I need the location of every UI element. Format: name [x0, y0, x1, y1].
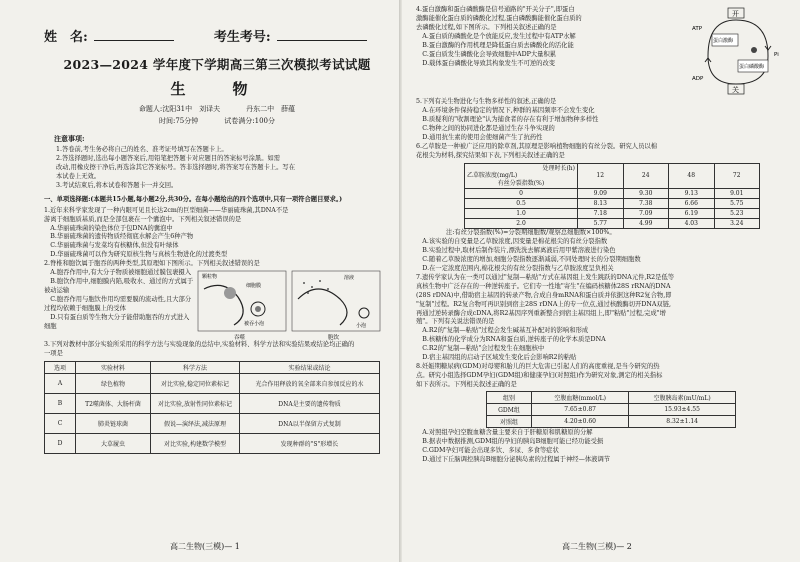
q1-option-b: B.华丽硫珠菌的遗传物质经彻底水解会产生6种产物: [50, 233, 194, 241]
q6-cell: 7.38: [623, 199, 669, 209]
particle-shape: [224, 287, 236, 299]
q6-cell: 1.0: [465, 209, 578, 219]
name-row: [44, 26, 390, 45]
left-column: [0, 0, 398, 562]
name-blank[interactable]: [94, 40, 174, 41]
q6-cell: 6.66: [669, 199, 715, 209]
q6-option-b: B.实验过程中,取材后制作装片,漂洗洗去解离液后用甲紫溶液进行染色: [422, 246, 616, 254]
q6-cell: 8.13: [578, 199, 624, 209]
page-footer-left: 高二生物(三模)— 1: [170, 542, 240, 551]
q8-option-b: B.据表中数据推测,GDM组的孕妇的胰岛B细胞可能已经功能受损: [422, 437, 604, 445]
fig-title-phagocytosis: 吞噬: [234, 335, 246, 342]
q6-stem: 6.乙草胺是一种被广泛应用的除草剂,其原理是影响植物细胞的有丝分裂。研究人员以棉: [416, 142, 657, 150]
q6-row: [465, 219, 760, 229]
q6-table: [464, 163, 760, 230]
q2-option-a: A.胞吞作用中,有大分子物质被细胞通过膜包裹摄入: [50, 269, 192, 277]
q3-row: [45, 434, 380, 454]
notice-item: 2.答选择题时,选出每小题答案后,用铅笔把答题卡对应题目的答案标号涂黑。如需: [56, 154, 281, 162]
q1-option-c: C.华丽硫珠菌与发菜均有核糖体,但没有叶绿体: [50, 242, 179, 250]
q3-cell: 发现种群的"S"形增长: [240, 434, 380, 454]
q3-row: [45, 394, 380, 414]
switch-off-label: 关: [732, 86, 739, 94]
q3-row: [45, 414, 380, 434]
q8-stem: 点。研究小组选择GDM孕妇(GDM组)和健康孕妇(对照组)作为研究对象,测定的相关指标: [416, 372, 663, 380]
name-label: 姓 名:: [44, 30, 88, 45]
page-footer-right: 高二生物(三模)— 2: [562, 542, 632, 551]
q7-option-a: A.R2的"复制—粘贴"过程会发生碱基互补配对的影响和形成: [422, 327, 589, 335]
pi-label: Pi: [774, 52, 779, 58]
q6-header-time: 处理时长(h): [542, 164, 575, 172]
q3-header: 实验材料: [76, 362, 151, 374]
q8-header: 空腹血糖(mmol/L): [532, 391, 629, 403]
fig-label-vesicle: 被吞小泡: [244, 321, 265, 328]
q8-header: 空腹胰岛素(mU/mL): [629, 391, 736, 403]
q6-cell: 5.77: [578, 219, 624, 229]
q3-stem: 一项是: [44, 350, 63, 358]
q6-time-24: 24: [623, 163, 669, 189]
section-heading: 一、单项选择题:(本题共15小题,每小题2分,共30分。在每小题给出的四个选项中,只有一项符合题目要求。): [44, 195, 343, 203]
q6-row: [465, 189, 760, 199]
q8-option-a: A.对照组孕妇空腹血糖含量主要来自于肝糖原和肌糖原的分解: [422, 428, 593, 436]
notice-heading: 注意事项:: [54, 134, 85, 143]
q3-cell: B: [45, 394, 76, 414]
exam-no-label: 考生考号:: [213, 30, 271, 45]
q3-cell: DNA是主要的遗传物质: [240, 394, 380, 414]
q6-option-a: A.该实验的自变量是乙草胺浓度,因变量是棉花根尖的有丝分裂指数: [422, 238, 608, 245]
q3-cell: 对比实验,稳定同位素标记: [151, 374, 240, 394]
q8-table: [486, 391, 736, 428]
q6-cell: 5.23: [714, 209, 760, 219]
q6-row: [465, 199, 760, 209]
q6-option-c: C.随着乙草胺浓度的增加,细胞分裂指数逐渐减弱,不同处理时长的分裂期细胞数: [422, 255, 641, 263]
q3-row: [45, 374, 380, 394]
q5-option-d: D.通用抗生素的使用会使细菌产生了抗药性: [422, 133, 543, 141]
q3-table: [44, 361, 380, 454]
q6-cell: 3.24: [714, 219, 760, 229]
exam-title: 2023—2024 学年度下学期高三第三次模拟考试试题: [63, 57, 371, 72]
q3-header: 选项: [45, 362, 76, 374]
switch-on-label: 开: [732, 10, 739, 18]
q6-row: [465, 209, 760, 219]
q6-note: 注:有丝分裂指数(%)=分裂期细胞数/观察总细胞数×100%。: [446, 229, 616, 237]
q3-cell: D: [45, 434, 76, 454]
q6-header-conc: 乙草胺浓度(mg/L): [467, 172, 518, 180]
q1-stem: 游离于细胞质基质,而是全部包裹在一个囊泡中。下列相关叙述错误的是: [44, 215, 242, 223]
adp-label: ADP: [692, 76, 704, 82]
cell-membrane-curve: [204, 286, 243, 326]
q3-cell: 绿色植物: [76, 374, 151, 394]
q8-cell: 7.65±0.87: [532, 403, 629, 415]
fig-label-small-vesicle: 小泡: [356, 323, 367, 330]
q6-cell: 9.01: [714, 189, 760, 199]
q8-option-d: D.通过下丘脑调控胰岛B细胞分泌胰岛素的过程属于神经—体液调节: [422, 455, 611, 463]
q5-option-b: B.质疑利的"收割理论"认为捕食者的存在有利于增加物种多样性: [422, 115, 599, 123]
small-vesicle-shape: [359, 308, 369, 318]
phosphate-dot: [751, 47, 757, 53]
q5-option-a: A.在环境条件保持稳定的情况下,种群的基因频率不会发生变化: [422, 106, 595, 114]
q2-option-c: C.胞吞作用与胞饮作用均需要膜的流动性,且大部分过程均依赖于细胞膜上的受体: [44, 296, 192, 312]
q8-row: [487, 415, 736, 427]
kinase-label: 蛋白激酶: [713, 38, 734, 44]
atp-label: ATP: [692, 26, 703, 32]
q4-figure: [688, 6, 788, 98]
proposer: 命题人:沈阳31中 刘译夫: [138, 105, 221, 113]
notice-item: 3.考试结束后,将本试卷和答题卡一并交回。: [56, 181, 178, 189]
q6-cell: 2.0: [465, 219, 578, 229]
q4-text: [416, 6, 688, 98]
q7-option-d: D.宿主基因组的启动子区域发生变化后会影响R2的粘贴: [422, 354, 577, 362]
fig-label-membrane: 细胞膜: [246, 283, 262, 290]
q3-cell: A: [45, 374, 76, 394]
q6-time-72: 72: [714, 163, 760, 189]
q4-stem: 去磷酸化过程,如下图所示。下列相关叙述正确的是: [416, 23, 557, 31]
q8-header: 组别: [487, 391, 532, 403]
q3-cell: C: [45, 414, 76, 434]
q8-row: [487, 403, 736, 415]
q6-cell: 9.30: [623, 189, 669, 199]
notice-item: 改动,用橡皮擦干净后,再选涂其它答案标号。答非选择题时,将答案写在答题卡上。写在: [56, 163, 295, 171]
q8-option-c: C.GDM孕妇可能会出现多饮、多尿、多食等症状: [422, 446, 559, 454]
score: 试卷满分:100分: [224, 117, 275, 125]
q7-stem: 真核生物中广泛存在的一种逆转座子。它们专一性地"寄生"在编码核糖体28S rRNA的DNA: [416, 282, 671, 290]
q7-stem: "复制"过程。R2复合物可再识别到宿主28S rDNA上的专一位点,通过核酸酶切开DNA双链,: [416, 300, 671, 308]
q3-cell: 对比实验,放射性同位素标记: [151, 394, 240, 414]
phosphatase-label: 蛋白磷酸酶: [739, 64, 765, 70]
q2-options: [44, 269, 194, 341]
q6-cell: 4.99: [623, 219, 669, 229]
q3-header: 实验结果或结论: [240, 362, 380, 374]
q3-cell: T2噬菌体、大肠杆菌: [76, 394, 151, 414]
q5-option-c: C.物种之间的协同进化都是通过生存斗争实现的: [422, 124, 555, 132]
q8-cell: 对照组: [487, 415, 532, 427]
q1-stem: 1.近年来科学家发现了一种内眼可见且长达2cm的巨型细菌——华丽硫珠菌,其DNA不是: [44, 206, 289, 214]
notice-item: 本试卷上无效。: [56, 172, 101, 180]
q8-stem: 如下表所示。下列相关叙述正确的是: [416, 381, 517, 388]
q3-cell: 大草履虫: [76, 434, 151, 454]
q6-option-d: D.在一定浓度范围内,棉花根尖的有丝分裂指数与乙草胺浓度呈负相关: [422, 264, 614, 272]
q2-figure: [194, 269, 384, 341]
q3-cell: 肺炎链球菌: [76, 414, 151, 434]
q2-block: [44, 269, 390, 341]
q8-cell: 8.32±1.14: [629, 415, 736, 427]
q4-stem: 激酶能催化蛋白质的磷酸化过程,蛋白磷酸酶能催化蛋白质的: [416, 14, 582, 22]
q3-cell: 光合作用释放的氧全部来自参加反应的水: [240, 374, 380, 394]
q6-header-index: 有丝分裂指数(%): [497, 179, 545, 187]
q6-cell: 5.75: [714, 199, 760, 209]
q7-option-c: C.R2的"复制—粘贴"会过程发生在细胞核中: [422, 345, 545, 353]
q8-cell: 4.20±0.60: [532, 415, 629, 427]
meta-row-2: [44, 116, 390, 126]
q6-cell: 4.03: [669, 219, 715, 229]
q4-option-d: D.载体蛋白磷酸化导致其构象发生不可逆的改变: [422, 59, 556, 67]
q2-stem: 2.脊椎和胞饮属于胞吞的两种类型,其原理如下图所示。下列相关叙述错误的是: [44, 260, 260, 268]
q6-time-12: 12: [578, 163, 624, 189]
q6-time-48: 48: [669, 163, 715, 189]
q6-cell: 9.13: [669, 189, 715, 199]
q5-stem: 5.下列有关生物进化与生物多样性的叙述,正确的是: [416, 98, 557, 105]
q4-block: [416, 6, 790, 98]
q6-cell: 0.5: [465, 199, 578, 209]
q6-cell: 7.09: [623, 209, 669, 219]
cycle-arrows: [708, 20, 768, 84]
q6-cell: 0: [465, 189, 578, 199]
q2-option-d: D.只有蛋白质等生物大分子能借助胞吞的方式进入细胞: [44, 313, 190, 330]
notice-list: [44, 146, 390, 191]
q7-stem: (28S rDNA)中,借助宿主基因的转录产物,合成自身mRNA和蛋白质并依据这种R2复合物,即: [416, 291, 672, 299]
q3-header: 科学方法: [151, 362, 240, 374]
fig-label-particle: 颗粒物: [202, 274, 218, 281]
q3-cell: 假说—演绎法,减法原理: [151, 414, 240, 434]
q1-option-a: A.华丽硫珠菌的染色体位于包DNA的囊泡中: [50, 224, 173, 232]
q4-option-b: B.蛋白激酶的作用机理是降低蛋白质去磷酸化的活化能: [422, 41, 574, 49]
time: 时间:75分钟: [159, 117, 199, 125]
notice-item: 1.答卷前,考生务必将自己的姓名、准考证号填写在答题卡上。: [56, 146, 228, 153]
q3-cell: DNA以半保留方式复制: [240, 414, 380, 434]
q7-stem: 7.遗传学家认为在一类可以通过"复制—粘贴"方式在基因组上发生跳跃的DNA元件,R2是低等: [416, 273, 675, 281]
q3-stem: 3.下列对教材中部分实验所采用的科学方法与实验现象的总结中,实验材料、科学方法和实验结果或结论均正确的: [44, 341, 355, 349]
q6-cell: 9.09: [578, 189, 624, 199]
q4-stem: 4.蛋白激酶和蛋白磷酸酶是信号通路的"开关分子",即蛋白: [416, 6, 575, 13]
q6-cell: 6.19: [669, 209, 715, 219]
right-column: [402, 0, 800, 562]
q6-cell: 7.18: [578, 209, 624, 219]
meta-row-1: [44, 104, 390, 114]
q7-stem: 再通过逆转录酶合成cDNA,将R2基因序列重新整合到宿主基因组上,即"粘贴"过程,完成"增: [416, 309, 666, 317]
fig-label-solution: 溶液: [344, 275, 355, 282]
proposer-2: 丹东二中 薛蕴: [246, 105, 296, 113]
q8-cell: 15.93±4.55: [629, 403, 736, 415]
exam-no-blank[interactable]: [277, 40, 367, 41]
q8-stem: 8.妊娠期糖尿病(GDM)对母婴和胎儿的巨大危害已引起人们的高度重视,是当今研究的热: [416, 363, 660, 371]
q6-stem: 花根尖为材料,探究结果如下表,下列相关叙述正确的是: [416, 151, 565, 159]
q7-option-b: B.核糖体的化学成分为RNA和蛋白质,逆转座子的化学本质是DNA: [422, 336, 606, 344]
q8-cell: GDM组: [487, 403, 532, 415]
q3-cell: 对比实验,构建数学模型: [151, 434, 240, 454]
q7-stem: 殖"。下列有关说法错误的是: [416, 318, 495, 326]
q2-option-b: B.胞饮作用中,细胞膜内陷,吸收水、通过的方式属于被动运输: [44, 278, 194, 295]
q4-option-a: A.蛋白质的磷酸化是个放能反应,发生过程中有ATP水解: [422, 32, 576, 40]
q1-option-d: D.华丽硫珠菌可以作为研究原核生物与真核生物进化的过渡类型: [50, 251, 228, 259]
subject-title: 生 物: [170, 80, 264, 98]
q4-option-c: C.蛋白质发生磷酸化会导致细胞中ADP大量积累: [422, 50, 557, 58]
fig-title-pinocytosis: 胞饮: [328, 335, 340, 342]
